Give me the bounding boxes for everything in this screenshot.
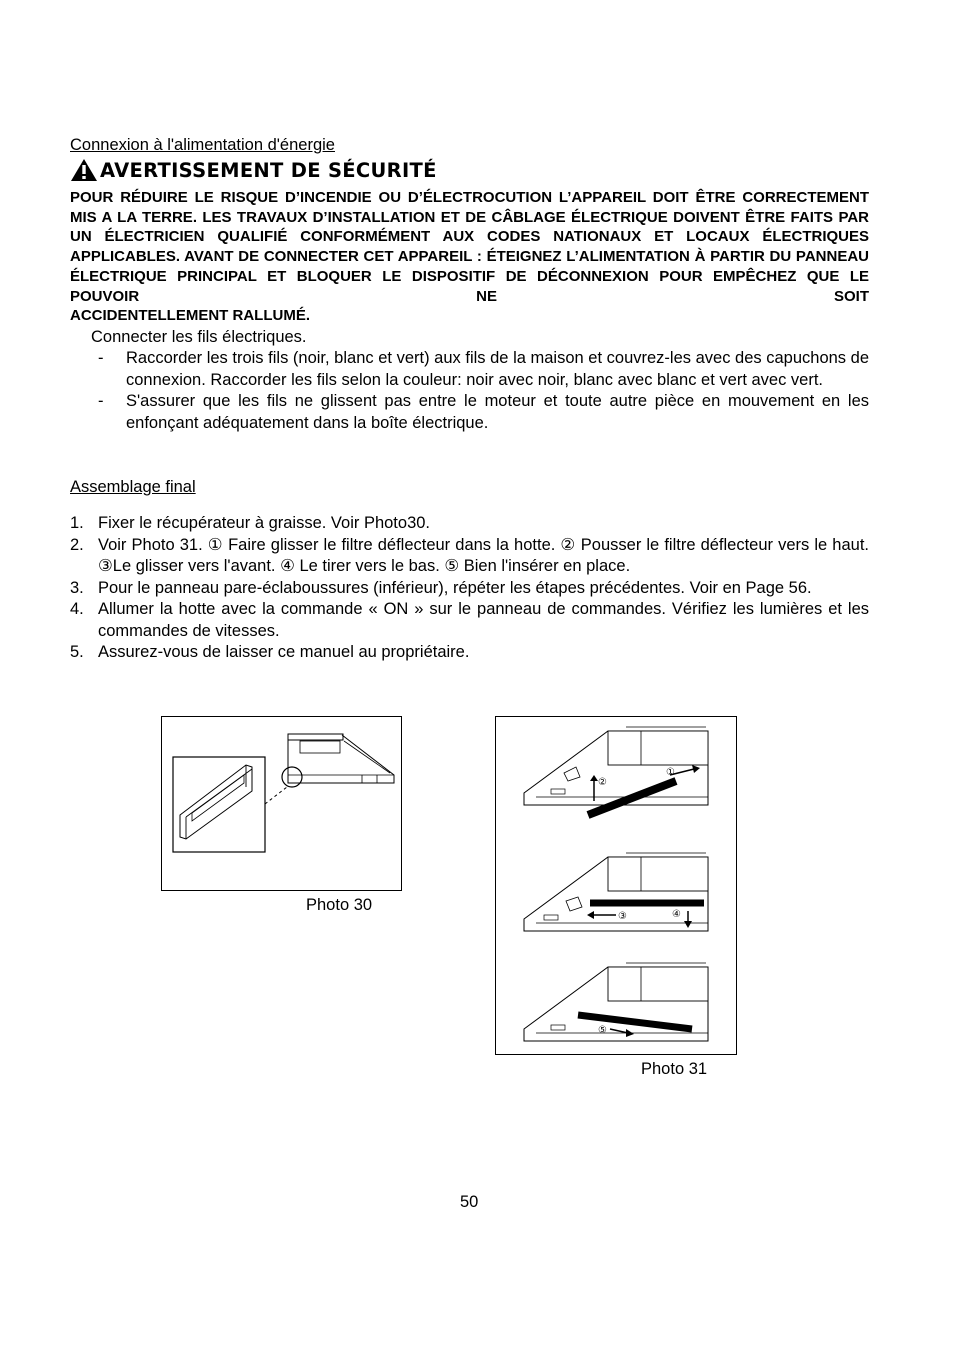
list-item: - S'assurer que les fils ne glissent pas entre le moteur et toute autre pièce en mouvement en les enfonçant adéquatement dans la boîte électrique. <box>98 392 869 432</box>
warning-title <box>70 158 437 182</box>
baffle-filter-steps-illustration <box>496 717 736 1054</box>
step-mark: ④ <box>672 909 681 920</box>
photo-30-figure <box>161 716 402 891</box>
list-item: 2. Voir Photo 31. ① Faire glisser le filtre déflecteur dans la hotte. ② Pousser le filtre déflecteur vers le haut. ③Le glisser vers l'avant. ④ Le tirer vers le bas. ⑤ Bien l'insérer en place. <box>70 535 869 575</box>
warning-text: POUR RÉDUIRE LE RISQUE D’INCENDIE OU D’ÉLECTROCUTION L’APPAREIL DOIT ÊTRE CORRECTEMENT MIS A LA TERRE. LES TRAVAUX D’INSTALLATION ET DE CÂBLAGE ÉLECTRIQUE DOIVENT ÊTRE FAITS PAR UN ÉLECTRICIEN QUALIFIÉ CONFORMÉMENT AUX CODES NATIONAUX ET LOCAUX ÉLECTRIQUES APPLICABLES. AVANT DE CONNECTER CET APPAREIL : ÉTEIGNEZ L’ALIMENTATION À PARTIR DU PANNEAU ÉLECTRIQUE PRINCIPAL ET BLOQUER LE DISPOSITIF DE DÉCONNEXION POUR EMPÊCHEZ QUE LE POUVOIR NE SOIT ACCIDENTELLEMENT RALLUMÉ. <box>70 189 869 325</box>
list-item: 4. Allumer la hotte avec la commande « ON » sur le panneau de commandes. Vérifiez les lumières et les commandes de vitesses. <box>70 600 869 640</box>
list-item: 1. Fixer le récupérateur à graisse. Voir Photo30. <box>70 514 431 532</box>
section-heading-power: Connexion à l'alimentation d'énergie <box>70 136 335 154</box>
wires-bullet-list <box>70 348 869 434</box>
filter-step-panel-2 <box>524 853 708 931</box>
filter-step-panel-1 <box>524 727 708 815</box>
filter-step-panel-3 <box>524 963 708 1041</box>
step-mark: ⑤ <box>598 1025 607 1036</box>
step-mark: ② <box>598 777 607 788</box>
list-item: - Raccorder les trois fils (noir, blanc et vert) aux fils de la maison et couvrez-les avec des capuchons de connexion. Raccorder les fils selon la couleur: noir avec noir, blanc avec blanc et vert avec vert. <box>98 349 869 389</box>
grease-tray-illustration <box>162 717 401 890</box>
assembly-steps-list <box>70 513 869 664</box>
warning-triangle-icon <box>70 158 98 182</box>
photo-30-caption: Photo 30 <box>306 896 373 914</box>
wires-intro: Connecter les fils électriques. <box>91 328 307 346</box>
section-heading-assembly: Assemblage final <box>70 478 196 496</box>
list-item: 5. Assurez-vous de laisser ce manuel au propriétaire. <box>70 643 470 661</box>
photo-31-caption: Photo 31 <box>641 1060 708 1078</box>
list-item: 3. Pour le panneau pare-éclaboussures (inférieur), répéter les étapes précédentes. Voir en Page 56. <box>70 578 812 597</box>
step-mark: ③ <box>618 911 627 922</box>
step-mark: ① <box>666 767 675 778</box>
photo-31-figure <box>495 716 737 1055</box>
page-number: 50 <box>460 1193 479 1211</box>
warning-title-text: AVERTISSEMENT DE SÉCURITÉ <box>100 158 437 182</box>
